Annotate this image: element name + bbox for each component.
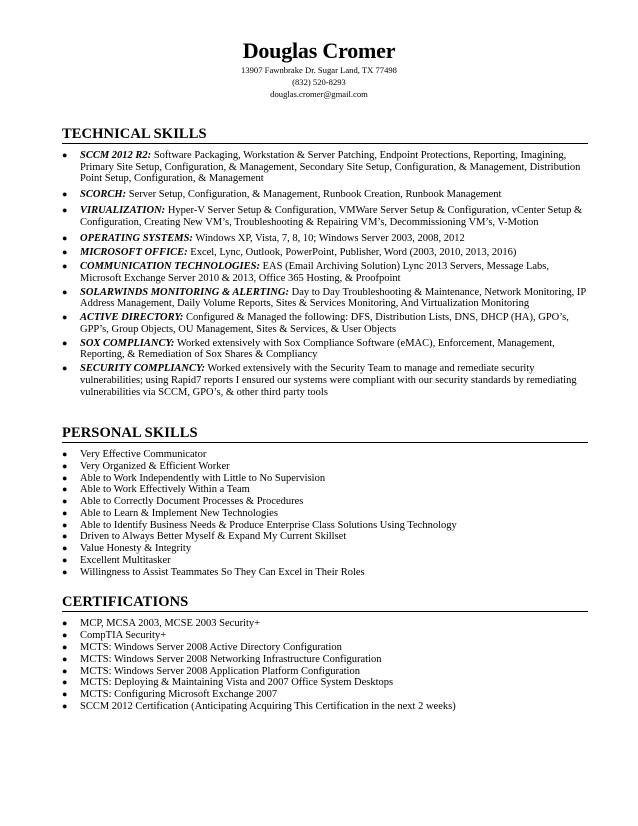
technical-skills-section <box>62 127 588 401</box>
skill-category: OPERATING SYSTEMS: <box>80 233 193 245</box>
skill-category: SECURITY COMPLIANCY: <box>80 363 205 375</box>
personal-skill-item <box>62 484 588 496</box>
skill-details: Configured & Managed the following: DFS, Distribution Lists, DNS, DHCP (HA), GPO’s, GPP’s, Group Objects, OU Management, Sites & Services, & User Objects <box>80 312 569 335</box>
bullet-icon: ● <box>62 677 68 688</box>
certification-item <box>62 630 588 642</box>
bullet-icon: ● <box>62 286 68 297</box>
personal-skill-item-text: Willingness to Assist Teammates So They Can Excel in Their Roles <box>80 566 365 578</box>
technical-skill-item <box>62 261 588 284</box>
skill-category: VIRUALIZATION: <box>80 205 166 217</box>
personal-skill-item <box>62 496 588 508</box>
bullet-icon: ● <box>62 205 68 216</box>
bullet-icon: ● <box>62 363 68 374</box>
bullet-icon: ● <box>62 531 68 542</box>
certification-item <box>62 666 588 678</box>
phone: (832) 520-8293 <box>292 77 346 87</box>
bullet-icon: ● <box>62 641 68 652</box>
skill-category: MICROSOFT OFFICE: <box>80 247 188 259</box>
bullet-icon: ● <box>62 484 68 495</box>
technical-skill-item <box>62 205 588 228</box>
technical-skill-item <box>62 233 588 245</box>
personal-skill-item-text: Able to Work Effectively Within a Team <box>80 484 250 496</box>
skill-category: ACTIVE DIRECTORY: <box>80 312 184 324</box>
bullet-icon: ● <box>62 189 68 200</box>
bullet-icon: ● <box>62 689 68 700</box>
bullet-icon: ● <box>62 566 68 577</box>
technical-skill-item <box>62 150 588 185</box>
bullet-icon: ● <box>62 233 68 244</box>
skill-details: Excel, Lync, Outlook, PowerPoint, Publisher, Word (2003, 2010, 2013, 2016) <box>187 247 517 259</box>
skill-category: SCCM 2012 R2: <box>80 150 152 161</box>
bullet-icon: ● <box>62 261 68 272</box>
technical-skill-item <box>62 189 588 201</box>
section-title-personal: PERSONAL SKILLS <box>62 426 588 443</box>
bullet-icon: ● <box>62 629 68 640</box>
skill-category: SCORCH: <box>80 189 127 201</box>
skill-details: Windows XP, Vista, 7, 8, 10; Windows Server 2003, 2008, 2012 <box>192 233 465 245</box>
bullet-icon: ● <box>62 653 68 664</box>
skill-category: SOLARWINDS MONITORING & ALERTING: <box>80 286 289 298</box>
certification-item-text: MCTS: Windows Server 2008 Application Platform Configuration <box>80 665 360 677</box>
technical-skill-item <box>62 312 588 335</box>
personal-skill-item <box>62 567 588 579</box>
technical-skills-list <box>62 150 588 398</box>
certification-item-text: MCTS: Windows Server 2008 Active Directory Configuration <box>80 641 342 653</box>
skill-details: Day to Day Troubleshooting & Maintenance, Network Monitoring, IP Address Management, Daily Volume Reports, Sites & Services Monitoring, And Virtualization Monitoring <box>80 286 586 310</box>
certification-item <box>62 642 588 654</box>
bullet-icon: ● <box>62 312 68 323</box>
certifications-section <box>62 595 588 713</box>
certification-item <box>62 677 588 689</box>
section-title-technical: TECHNICAL SKILLS <box>62 127 588 144</box>
certification-item <box>62 654 588 666</box>
bullet-icon: ● <box>62 507 68 518</box>
certification-item-text: MCTS: Deploying & Maintaining Vista and 2007 Office System Desktops <box>80 677 394 689</box>
bullet-icon: ● <box>62 701 68 712</box>
personal-skill-item <box>62 508 588 520</box>
bullet-icon: ● <box>62 496 68 507</box>
personal-skill-item <box>62 543 588 555</box>
personal-skill-item <box>62 520 588 532</box>
certification-item <box>62 701 588 713</box>
bullet-icon: ● <box>62 449 68 459</box>
personal-skill-item-text: Able to Identify Business Needs & Produce Enterprise Class Solutions Using Technology <box>80 519 457 531</box>
technical-skill-item <box>62 287 588 310</box>
personal-skill-item-text: Very Organized & Efficient Worker <box>80 460 230 472</box>
personal-skills-section <box>62 426 588 579</box>
personal-skill-item-text: Very Effective Communicator <box>80 449 207 460</box>
personal-skill-item-text: Value Honesty & Integrity <box>80 543 192 555</box>
bullet-icon: ● <box>62 247 68 258</box>
skill-category: SOX COMPLIANCY: <box>80 337 175 349</box>
skill-details: Hyper-V Server Setup & Configuration, VMWare Server Setup & Configuration, vCenter Setup & Configuration, Creating New VM’s, Troubleshooting & Repairing VM’s, Decommissioning VM’s, V-Motion <box>80 205 583 228</box>
certification-item-text: MCTS: Windows Server 2008 Networking Infrastructure Configuration <box>80 653 382 665</box>
certification-item-text: CompTIA Security+ <box>80 629 167 641</box>
certification-item-text: MCP, MCSA 2003, MCSE 2003 Security+ <box>80 618 261 629</box>
certification-item-text: SCCM 2012 Certification (Anticipating Acquiring This Certification in the next 2 weeks) <box>80 701 456 713</box>
personal-skill-item-text: Driven to Always Better Myself & Expand My Current Skillset <box>80 531 347 543</box>
skill-details: Worked extensively with Sox Compliance Software (eMAC), Enforcement, Management, Reporting, & Remediation of Sox Shares & Compliancy <box>80 337 555 361</box>
skill-details: Worked extensively with the Security Team to manage and remediate security vulnerabilities; using Rapid7 reports I ensured our systems were compliant with our security standards by remediating vulnerabilities via SCCM, GPO’s, & other third party tools <box>80 363 577 398</box>
personal-skill-item-text: Able to Correctly Document Processes & Procedures <box>80 496 304 508</box>
certification-item <box>62 689 588 701</box>
bullet-icon: ● <box>62 519 68 530</box>
email: douglas.cromer@gmail.com <box>270 89 368 99</box>
bullet-icon: ● <box>62 665 68 676</box>
bullet-icon: ● <box>62 460 68 471</box>
certification-item-text: MCTS: Configuring Microsoft Exchange 2007 <box>80 689 278 701</box>
personal-skills-list <box>62 449 588 578</box>
address: 13907 Fawnbrake Dr. Sugar Land, TX 77498 <box>241 65 397 75</box>
personal-skill-item-text: Able to Learn & Implement New Technologies <box>80 507 278 519</box>
personal-skill-item-text: Excellent Multitasker <box>80 555 171 567</box>
bullet-icon: ● <box>62 543 68 554</box>
bullet-icon: ● <box>62 337 68 348</box>
skill-details: Software Packaging, Workstation & Server Patching, Endpoint Protections, Reporting, Imagining, Primary Site Setup, Configuration, & Management, Secondary Site Setup, Configuration, & Management, Distribution Point Setup, Configuration, & Management <box>80 150 581 185</box>
personal-skill-item <box>62 473 588 485</box>
personal-skill-item-text: Able to Work Independently with Little to No Supervision <box>80 472 326 484</box>
personal-skill-item <box>62 461 588 473</box>
certifications-list <box>62 618 588 713</box>
bullet-icon: ● <box>62 472 68 483</box>
resume-header <box>0 38 638 100</box>
personal-skill-item <box>62 531 588 543</box>
technical-skill-item <box>62 247 588 259</box>
technical-skill-item <box>62 363 588 398</box>
personal-skill-item <box>62 449 588 461</box>
skill-details: Server Setup, Configuration, & Management, Runbook Creation, Runbook Management <box>126 189 502 201</box>
bullet-icon: ● <box>62 555 68 566</box>
section-title-certifications: CERTIFICATIONS <box>62 595 588 612</box>
technical-skill-item <box>62 338 588 361</box>
candidate-name: Douglas Cromer <box>242 38 396 63</box>
bullet-icon: ● <box>62 150 68 160</box>
skill-details: EAS (Email Archiving Solution) Lync 2013 Servers, Message Labs, Microsoft Exchange Server 2010 & 2013, Office 365 Hosting, & Proofpoint <box>80 261 550 284</box>
bullet-icon: ● <box>62 618 68 628</box>
certification-item <box>62 618 588 630</box>
personal-skill-item <box>62 555 588 567</box>
skill-category: COMMUNICATION TECHNOLOGIES: <box>80 261 260 273</box>
